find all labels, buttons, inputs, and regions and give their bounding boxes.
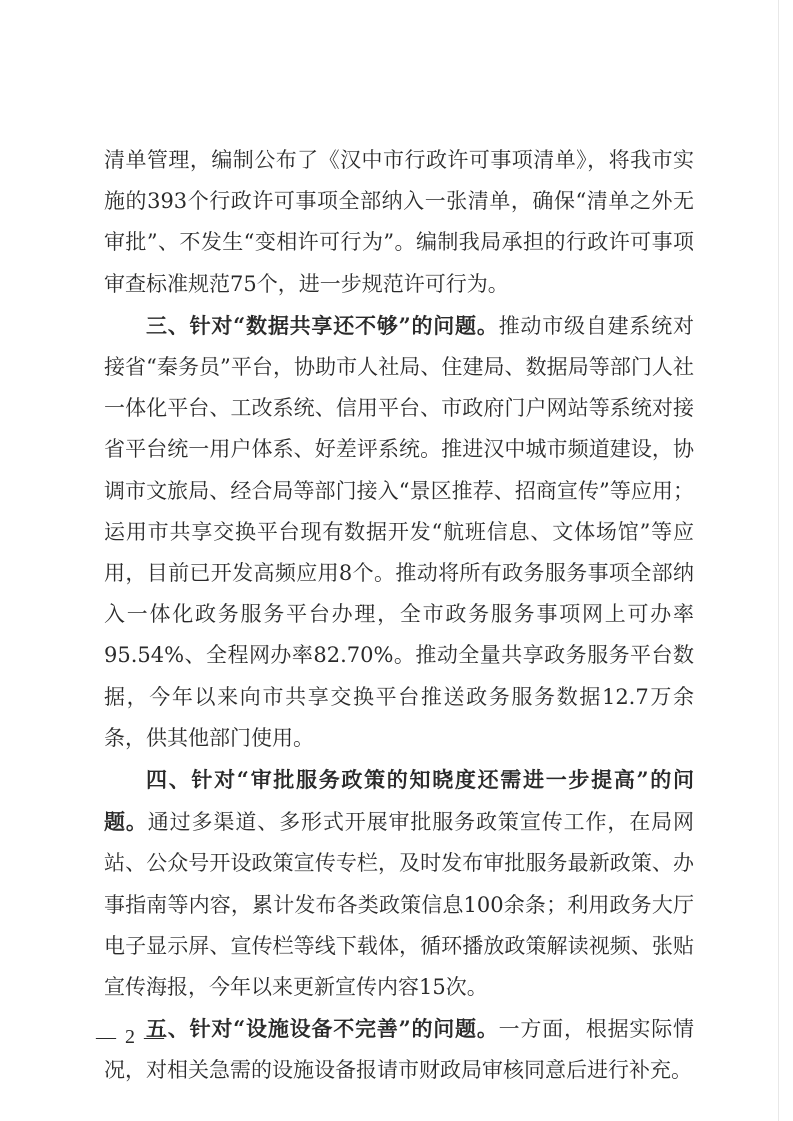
section-heading-4: 四、针对“审批服务政策的知晓度还需进一步提高”的问题。 <box>104 767 694 835</box>
document-body <box>104 140 694 1092</box>
scan-edge-divider <box>778 0 779 1121</box>
paragraph-data-sharing <box>104 305 694 759</box>
paragraph-facilities <box>104 1008 694 1091</box>
paragraph-policy-awareness <box>104 759 694 1008</box>
section-heading-3: 三、针对“数据共享还不够”的问题。 <box>146 312 499 338</box>
section-heading-5: 五、针对“设施设备不完善”的问题。 <box>146 1016 499 1042</box>
paragraph-2-text: 推动市级自建系统对接省“秦务员”平台，协助市人社局、住建局、数据局等部门人社一体化平台、工改系统、信用平台、市政府门户网站等系统对接省平台统一用户体系、好差评系统。推进汉中城市频道建设，协调市文旅局、经合局等部门接入“景区推荐、招商宣传”等应用；运用市共享交换平台现有数据开发“航班信息、文体场馆”等应用，目前已开发高频应用8个。推动将所有政务服务事项全部纳入一体化政务服务平台办理，全市政务服务事项网上可办率95.54%、全程网办率82.70%。推动全量共享政务服务平台数据，今年以来向市共享交换平台推送政务服务数据12.7万余条，供其他部门使用。 <box>104 313 694 750</box>
paragraph-1-text: 清单管理，编制公布了《汉中市行政许可事项清单》，将我市实施的393个行政许可事项全部纳入一张清单，确保“清单之外无审批”、不发生“变相许可行为”。编制我局承担的行政许可事项审查标准规范75个，进一步规范许可行为。 <box>104 148 694 296</box>
paragraph-3-text: 通过多渠道、多形式开展审批服务政策宣传工作，在局网站、公众号开设政策宣传专栏，及时发布审批服务最新政策、办事指南等内容，累计发布各类政策信息100余条；利用政务大厅电子显示屏、宣传栏等线下载体，循环播放政策解读视频、张贴宣传海报，今年以来更新宣传内容15次。 <box>104 810 695 1000</box>
paragraph-4-text: 一方面，根据实际情况，对相关急需的设施设备报请市财政局审核同意后进行补充。 <box>104 1017 694 1083</box>
page-number: — 2 — <box>96 1026 166 1048</box>
paragraph-continuation <box>104 140 694 305</box>
